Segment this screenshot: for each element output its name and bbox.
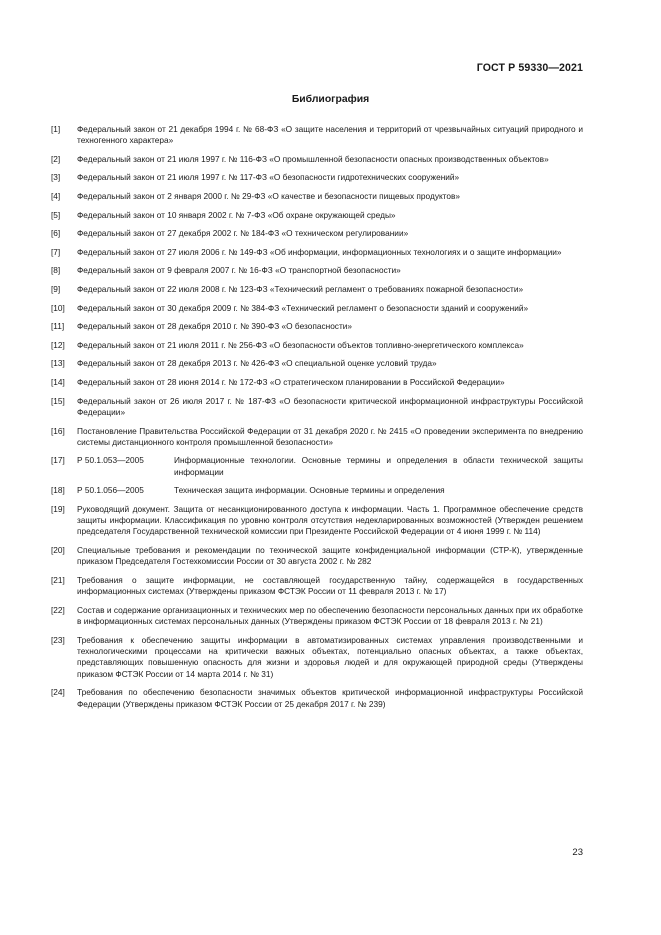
bibliography-entry	[51, 124, 583, 147]
entry-number: [22]	[51, 604, 65, 615]
entry-number: [2]	[51, 153, 61, 164]
entry-number: [14]	[51, 377, 65, 388]
bibliography-entry	[51, 396, 583, 419]
entry-text: Руководящий документ. Защита от несанкционированного доступа к информации. Часть 1. Программное обеспечение средств защиты информации. Классификация по уровню контроля отсутствия недекларированных возможностей (Утвержден решением председателя Государственной технической комиссии при Президенте Российской Федерации от 4 июня 1999 г. № 114)	[77, 503, 583, 537]
entry-text: Техническая защита информации. Основные термины и определения	[174, 485, 445, 496]
bibliography-entry	[51, 265, 583, 276]
entry-number: [16]	[51, 425, 65, 436]
entry-text: Федеральный закон от 21 июля 1997 г. № 116-ФЗ «О промышленной безопасности опасных производственных объектов»	[77, 153, 549, 164]
entry-text: Федеральный закон от 9 февраля 2007 г. № 16-ФЗ «О транспортной безопасности»	[77, 265, 401, 276]
entry-text: Постановление Правительства Российской Федерации от 31 декабря 2020 г. № 2415 «О проведении эксперимента по внедрению системы дистанционного контроля промышленной безопасности»	[77, 425, 583, 447]
entry-text: Федеральный закон от 22 июля 2008 г. № 123-ФЗ «Технический регламент о требованиях пожарной безопасности»	[77, 284, 524, 295]
entry-text: Федеральный закон от 28 декабря 2010 г. № 390-ФЗ «О безопасности»	[77, 321, 352, 332]
bibliography-entry	[51, 455, 583, 478]
bibliography-entry	[51, 321, 583, 332]
entry-number: [18]	[51, 485, 65, 496]
entry-text: Специальные требования и рекомендации по технической защите конфиденциальной информации (СТР-К), утвержденные приказом Председателя Гостехкомиссии России от 30 августа 2002 г. № 282	[77, 545, 583, 567]
document-code: ГОСТ Р 59330—2021	[476, 62, 583, 74]
entry-text: Требования по обеспечению безопасности значимых объектов критической информационной инфраструктуры Российской Федерации (Утверждены приказом ФСТЭК России от 25 декабря 2017 г. № 239)	[77, 687, 583, 709]
entry-number: [24]	[51, 687, 65, 698]
entry-number: [17]	[51, 455, 65, 466]
bibliography-entry	[51, 426, 583, 449]
entry-number: [13]	[51, 358, 65, 369]
entry-text: Состав и содержание организационных и технических мер по обеспечению безопасности персональных данных при их обработке в информационных системах персональных данных (Утверждены приказом ФСТЭК России от 18 февраля 2013 г. № 21)	[77, 604, 583, 627]
bibliography-entry	[51, 210, 583, 221]
entry-text: Федеральный закон от 21 июля 1997 г. № 117-ФЗ «О безопасности гидротехнических сооружений»	[77, 172, 460, 183]
entry-text: Информационные технологии. Основные термины и определения в области технической защиты информации	[174, 455, 583, 477]
bibliography-entry	[51, 545, 583, 568]
entry-standard-code: Р 50.1.056—2005	[77, 485, 144, 496]
entry-text: Федеральный закон от 27 июля 2006 г. № 149-ФЗ «Об информации, информационных технологиях и о защите информации»	[77, 246, 562, 257]
bibliography-entry	[51, 504, 583, 538]
entry-number: [9]	[51, 284, 61, 295]
entry-number: [6]	[51, 228, 61, 239]
entry-number: [5]	[51, 209, 61, 220]
entry-text: Федеральный закон от 21 июля 2011 г. № 256-ФЗ «О безопасности объектов топливно-энергетического комплекса»	[77, 339, 524, 350]
entry-number: [12]	[51, 339, 65, 350]
entry-number: [19]	[51, 503, 65, 514]
entry-text: Требования о защите информации, не составляющей государственную тайну, содержащейся в государственных информационных системах (Утверждены приказом ФСТЭК России от 11 февраля 2013 г. № 17)	[77, 574, 583, 597]
bibliography-entry	[51, 228, 583, 239]
entry-number: [10]	[51, 302, 65, 313]
bibliography-entry	[51, 605, 583, 628]
entry-text: Федеральный закон от 27 декабря 2002 г. № 184-ФЗ «О техническом регулировании»	[77, 228, 409, 239]
bibliography-entry	[51, 340, 583, 351]
bibliography-entry	[51, 485, 583, 496]
page-title: Библиография	[291, 94, 370, 105]
bibliography-entry	[51, 172, 583, 183]
entry-number: [15]	[51, 395, 65, 406]
page-number: 23	[572, 847, 583, 858]
entry-number: [21]	[51, 574, 65, 585]
bibliography-list	[51, 124, 583, 717]
bibliography-entry	[51, 635, 583, 680]
entry-text: Федеральный закон от 30 декабря 2009 г. № 384-ФЗ «Технический регламент о безопасности зданий и сооружений»	[77, 302, 529, 313]
entry-text: Требования к обеспечению защиты информации в автоматизированных системах управления производственными и технологическими процессами на критически важных объектах, потенциально опасных объектах, а также объектах, представляющих повышенную опасность для жизни и здоровья людей и для окружающей природной среды (Утверждены приказом ФСТЭК России от 14 марта 2014 г. № 31)	[77, 634, 583, 679]
bibliography-entry	[51, 687, 583, 710]
bibliography-entry	[51, 191, 583, 202]
entry-number: [1]	[51, 124, 61, 134]
entry-number: [3]	[51, 172, 61, 183]
entry-text: Федеральный закон от 26 июля 2017 г. № 187-ФЗ «О безопасности критической информационной инфраструктуры Российской Федерации»	[77, 395, 583, 417]
entry-number: [11]	[51, 321, 65, 332]
bibliography-entry	[51, 575, 583, 598]
bibliography-entry	[51, 284, 583, 295]
entry-number: [20]	[51, 545, 65, 556]
bibliography-entry	[51, 377, 583, 388]
entry-number: [8]	[51, 265, 61, 276]
entry-text: Федеральный закон от 28 июня 2014 г. № 172-ФЗ «О стратегическом планировании в Российской Федерации»	[77, 377, 505, 388]
entry-number: [7]	[51, 246, 61, 257]
entry-standard-code: Р 50.1.053—2005	[77, 455, 144, 466]
bibliography-entry	[51, 247, 583, 258]
bibliography-entry	[51, 154, 583, 165]
entry-text: Федеральный закон от 21 декабря 1994 г. № 68-ФЗ «О защите населения и территорий от чрезвычайных ситуаций природного и техногенного характера»	[77, 124, 583, 146]
entry-number: [23]	[51, 634, 65, 645]
entry-number: [4]	[51, 191, 61, 202]
bibliography-entry	[51, 303, 583, 314]
entry-text: Федеральный закон от 10 января 2002 г. № 7-ФЗ «Об охране окружающей среды»	[77, 209, 396, 220]
bibliography-entry	[51, 358, 583, 369]
entry-text: Федеральный закон от 2 января 2000 г. № 29-ФЗ «О качестве и безопасности пищевых продуктов»	[77, 191, 461, 202]
entry-text: Федеральный закон от 28 декабря 2013 г. № 426-ФЗ «О специальной оценке условий труда»	[77, 358, 437, 369]
